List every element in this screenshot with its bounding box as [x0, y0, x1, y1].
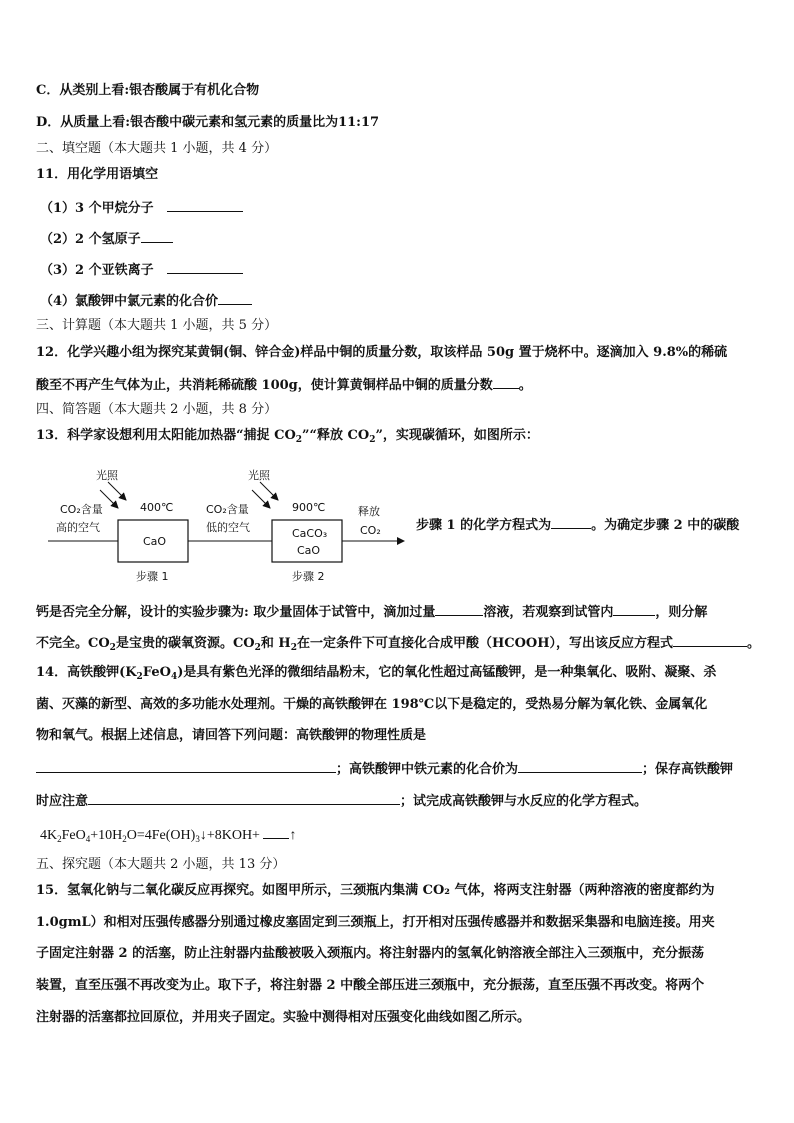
question-15-line-1: 15．氢氧化钠与二氧化碳反应再探究。如图甲所示，三颈瓶内集满 CO₂ 气体，将两支注射器（两种溶液的密度都约为	[36, 883, 715, 898]
release-label: 释放	[358, 505, 380, 518]
question-15-line-2: 1.0gmL）和相对压强传感器分别通过橡皮塞固定到三颈瓶上，打开相对压强传感器并和数据采集器和电脑连接。用夹	[36, 915, 715, 930]
question-15-line-5: 注射器的活塞都拉回原位，并用夹子固定。实验中测得相对压强变化曲线如图乙所示。	[36, 1010, 531, 1025]
answer-blank	[493, 376, 519, 389]
light-label-2: 光照	[248, 469, 270, 482]
question-15-line-4: 装置，直至压强不再改变为止。取下子，将注射器 2 中酸全部压进三颈瓶中，充分振荡，直至压强不再改变。将两个	[36, 978, 705, 993]
question-15-line-3: 子固定注射器 2 的活塞，防止注射器内盐酸被吸入颈瓶内。将注射器内的氢氧化钠溶液全部注入三颈瓶中，充分振荡	[36, 946, 705, 961]
question-14-line-1: 14．高铁酸钾$(K_2FeO_4)$是具有紫色光泽的微细结晶粉末，它的氧化性超过高锰酸钾，是一种集氧化、吸附、凝聚、杀	[36, 665, 717, 682]
light-arrow-icon	[252, 490, 270, 508]
input-air-label: CO₂含量	[60, 503, 103, 516]
input-air-label: 高的空气	[56, 521, 100, 534]
answer-blank	[36, 760, 336, 773]
light-arrow-icon	[260, 482, 278, 500]
section-3-heading: 三、计算题（本大题共 1 小题，共 5 分）	[36, 318, 278, 333]
answer-blank	[551, 516, 591, 529]
light-arrow-icon	[108, 482, 126, 500]
box-2-content: CaCO₃	[292, 527, 328, 540]
question-12-line-1: 12．化学兴趣小组为探究某黄铜(铜、锌合金)样品中铜的质量分数，取该样品 50g 置于烧杯中。逐滴加入 9.8%的稀硫	[36, 345, 728, 360]
answer-blank	[263, 826, 289, 839]
step-1-caption: 步骤 1	[136, 570, 169, 583]
question-14-line-5: 时应注意 ；试完成高铁酸钾与水反应的化学方程式。	[36, 794, 648, 809]
answer-blank	[167, 199, 243, 212]
section-4-heading: 四、简答题（本大题共 2 小题，共 8 分）	[36, 402, 278, 417]
light-label-1: 光照	[96, 469, 118, 482]
answer-blank	[613, 603, 655, 616]
answer-blank	[88, 792, 400, 805]
option-d: D．从质量上看:银杏酸中碳元素和氢元素的质量比为11:17	[36, 115, 380, 130]
question-13-line-3: 不完全。$CO_2$是宝贵的碳氧资源。$CO_2$和 $H_2$在一定条件下可直接化合成甲酸（HCOOH），写出该反应方程式 。	[36, 636, 761, 653]
answer-blank	[435, 603, 483, 616]
question-11: 11．用化学用语填空	[36, 167, 159, 182]
question-13-line-2: 钙是否完全分解，设计的实验步骤为: 取少量固体于试管中，滴加过量 溶液，若观察到试管内 ，则分解	[36, 605, 708, 620]
q11-item-2: （2）2 个氢原子	[40, 230, 173, 248]
answer-blank	[167, 261, 243, 274]
section-5-heading: 五、探究题（本大题共 2 小题，共 13 分）	[36, 857, 286, 872]
answer-blank	[518, 760, 642, 773]
release-label: CO₂	[360, 524, 381, 537]
question-14-line-2: 菌、灭藻的新型、高效的多功能水处理剂。干燥的高铁酸钾在 198℃以下是稳定的，受热易分解为氧化铁、金属氧化	[36, 697, 708, 712]
output-air-label: 低的空气	[206, 521, 250, 534]
box-1-content: CaO	[143, 535, 167, 548]
output-air-label: CO₂含量	[206, 503, 249, 516]
question-13-side: 步骤 1 的化学方程式为 。为确定步骤 2 中的碳酸	[416, 518, 740, 533]
question-13-intro: 13．科学家设想利用太阳能加热器“捕捉 $CO_2”“$释放 $CO_2$”，实现碳循环，如图所示：	[36, 428, 539, 445]
answer-blank	[673, 634, 747, 647]
answer-blank	[141, 230, 173, 243]
step-2-caption: 步骤 2	[292, 570, 325, 583]
box-2-content: CaO	[297, 544, 321, 557]
chemical-equation: $4K_2FeO_4+10H_2O=4Fe(OH)_3↓+8KOH+$ ↑	[40, 828, 297, 844]
question-14-line-3: 物和氧气。根据上述信息，请回答下列问题：高铁酸钾的物理性质是	[36, 728, 427, 743]
q11-item-1: （1）3 个甲烷分子	[40, 199, 243, 217]
section-2-heading: 二、填空题（本大题共 1 小题，共 4 分）	[36, 141, 278, 156]
question-14-line-4: ；高铁酸钾中铁元素的化合价为 ；保存高铁酸钾	[36, 760, 733, 778]
carbon-cycle-diagram	[40, 462, 418, 588]
q11-item-4: （4）氯酸钾中氯元素的化合价	[40, 292, 252, 310]
answer-blank	[218, 292, 252, 305]
q11-item-3: （3）2 个亚铁离子	[40, 261, 243, 279]
temp-1-label: 400℃	[140, 501, 174, 514]
temp-2-label: 900℃	[292, 501, 326, 514]
option-c: C．从类别上看:银杏酸属于有机化合物	[36, 83, 260, 98]
question-12-line-2: 酸至不再产生气体为止，共消耗稀硫酸 100g，使计算黄铜样品中铜的质量分数 。	[36, 378, 532, 393]
